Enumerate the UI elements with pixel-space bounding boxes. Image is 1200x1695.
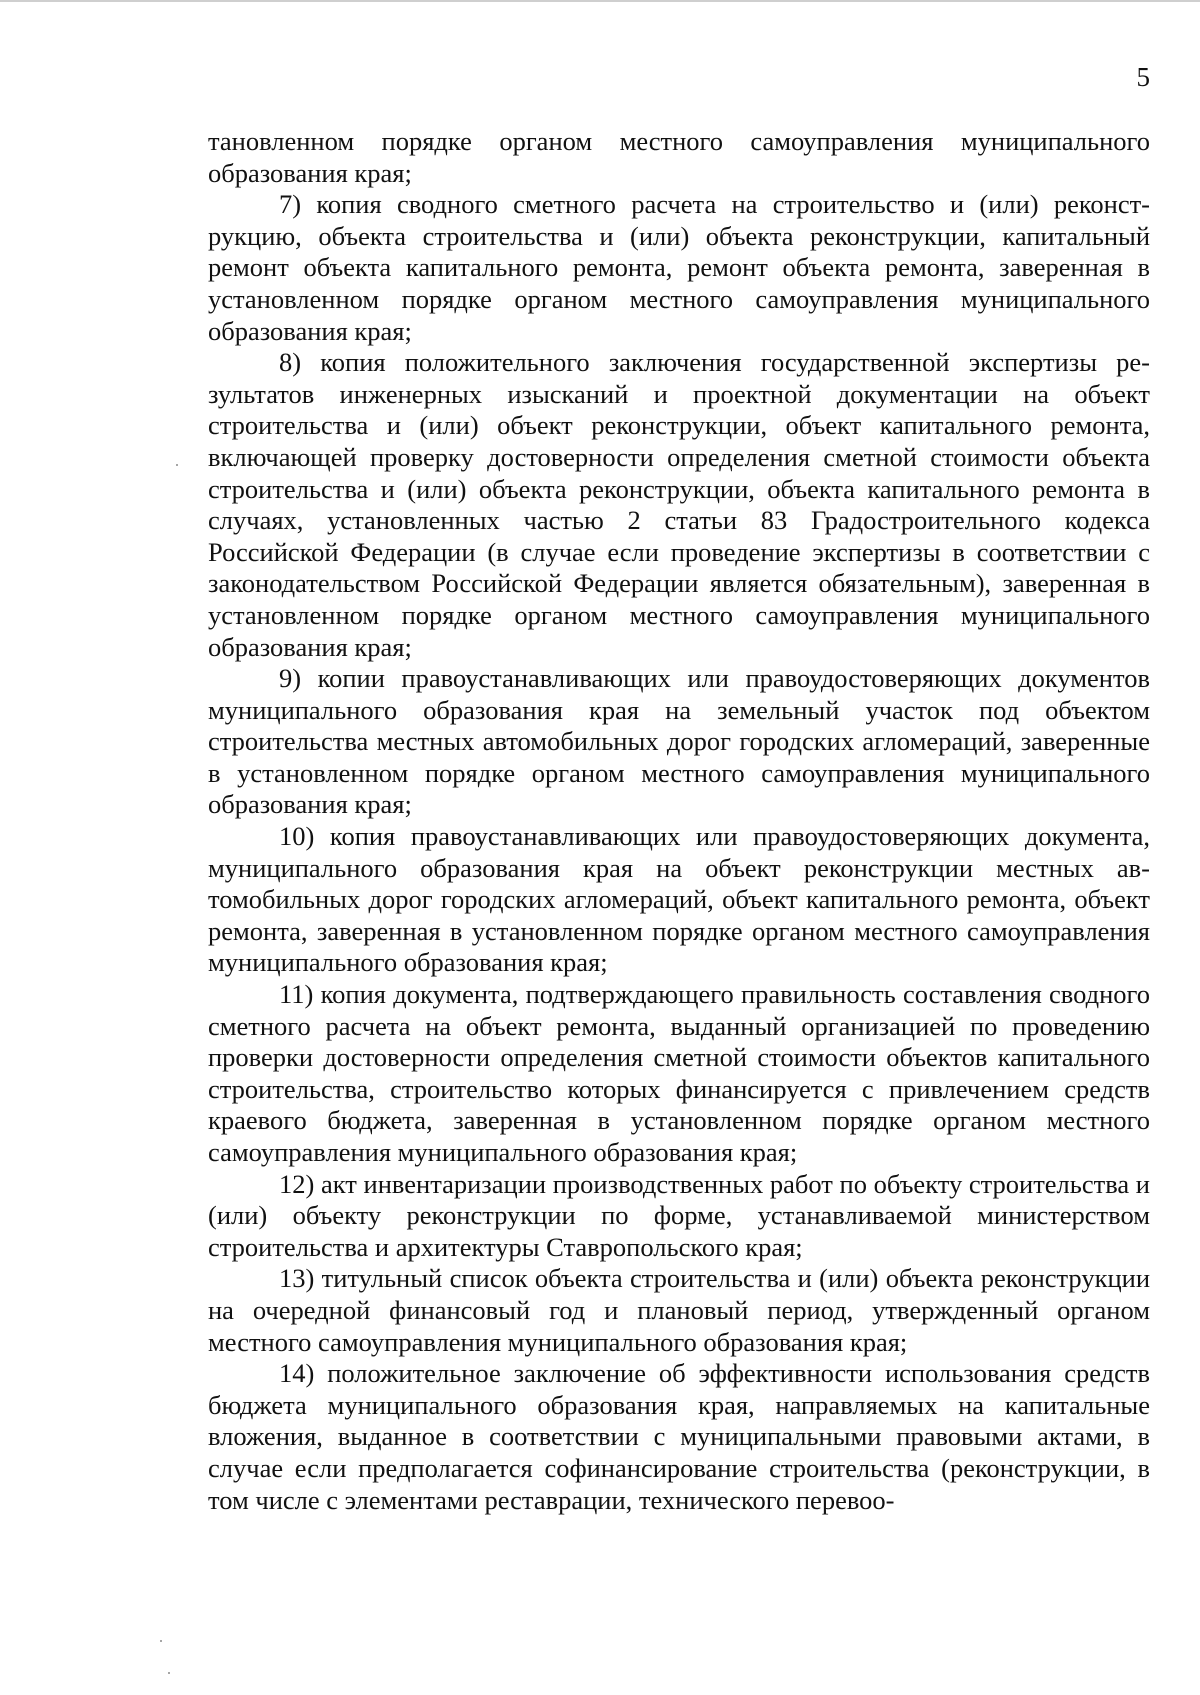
paragraph-item-10: 10) копия правоустанавливающих или правоудостоверяющих документа, муниципального образования края на объект реконструкции местных автомобильных дорог городских агломераций, объект капитального ремонта, объект ремонта, заверенная в установленном порядке органом местного самоуправления муниципального образования края; — [208, 821, 1150, 978]
page-number: 5 — [1136, 62, 1150, 92]
scan-speck — [160, 1640, 162, 1642]
paragraph-item-13: 13) титульный список объекта строительства и (или) объекта реконструкции на очередной финансовый год и плановый период, утвержденный органом местного самоуправления муниципального образования края; — [208, 1263, 1150, 1357]
document-body — [208, 126, 1150, 1516]
paragraph-item-7: 7) копия сводного сметного расчета на строительство и (или) реконструкцию, объекта строительства и (или) объекта реконструкции, капитальный ремонт объекта капитального ремонта, ремонт объекта ремонта, заверенная в установленном порядке органом местного самоуправления муниципального образования края; — [208, 189, 1150, 346]
scan-speck — [168, 1672, 170, 1674]
scan-top-edge — [0, 0, 1200, 2]
paragraph-continued: тановленном порядке органом местного самоуправления муниципального образования края; — [208, 126, 1150, 188]
paragraph-item-14: 14) положительное заключение об эффективности использования средств бюджета муниципального образования края, направляемых на капитальные вложения, выданное в соответствии с муниципальными правовыми актами, в случае если предполагается софинансирование строительства (реконструкции, в том числе с элементами реставрации, технического перевоо- — [208, 1358, 1150, 1515]
paragraph-item-12: 12) акт инвентаризации производственных работ по объекту строительства и (или) объекту реконструкции по форме, устанавливаемой министерством строительства и архитектуры Ставропольского края; — [208, 1168, 1150, 1262]
paragraph-item-8: 8) копия положительного заключения государственной экспертизы результатов инженерных изысканий и проектной документации на объект строительства и (или) объект реконструкции, объект капитального ремонта, включающей проверку достоверности определения сметной стоимости объекта строительства и (или) объекта реконструкции, объекта капитального ремонта в случаях, установленных частью 2 статьи 83 Градостроительного кодекса Российской Федерации (в случае если проведение экспертизы в соответствии с законодательством Российской Федерации является обязательным), заверенная в установленном порядке органом местного самоуправления муниципального образования края; — [208, 347, 1150, 662]
paragraph-item-11: 11) копия документа, подтверждающего правильность составления сводного сметного расчета на объект ремонта, выданный организацией по проведению проверки достоверности определения сметной стоимости объектов капитального строительства, строительство которых финансируется с привлечением средств краевого бюджета, заверенная в установленном порядке органом местного самоуправления муниципального образования края; — [208, 979, 1150, 1167]
paragraph-item-9: 9) копии правоустанавливающих или правоудостоверяющих документов муниципального образования края на земельный участок под объектом строительства местных автомобильных дорог городских агломераций, заверенные в установленном порядке органом местного самоуправления муниципального образования края; — [208, 663, 1150, 820]
scan-speck — [176, 464, 178, 466]
